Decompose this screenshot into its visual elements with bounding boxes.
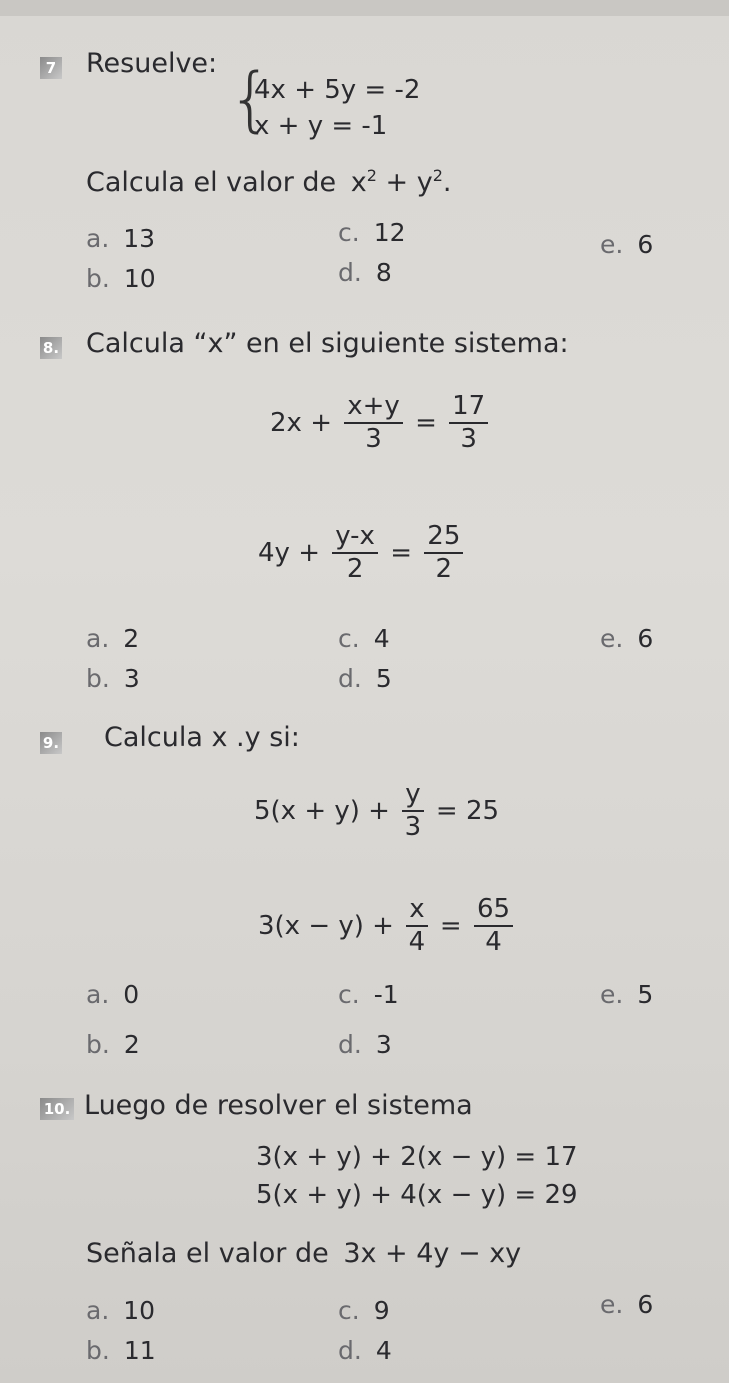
fraction	[474, 895, 513, 958]
system-equation-1: 4x + 5y = -2	[254, 75, 421, 105]
problem-title: Luego de resolver el sistema	[84, 1090, 473, 1121]
option-a[interactable]	[86, 624, 139, 653]
equation-2	[258, 522, 467, 585]
system-equation-1: 3(x + y) + 2(x − y) = 17	[256, 1142, 578, 1172]
problem-number-badge: 10.	[40, 1098, 74, 1120]
option-c[interactable]	[338, 980, 399, 1009]
option-value: 9	[373, 1296, 390, 1325]
option-letter: a.	[86, 980, 110, 1009]
option-d[interactable]	[338, 664, 392, 693]
equation-lead: 5(x + y) +	[254, 796, 390, 827]
option-d[interactable]	[338, 1030, 392, 1059]
option-letter: c.	[338, 624, 360, 653]
fraction	[402, 780, 423, 843]
system-brace: {	[228, 58, 273, 140]
equals-sign: =	[415, 408, 437, 439]
target-expression: 3x + 4y − xy	[343, 1238, 522, 1269]
option-a[interactable]	[86, 980, 139, 1009]
expr-part: + y	[376, 167, 433, 198]
option-value: 5	[637, 980, 654, 1009]
option-letter: d.	[338, 258, 362, 287]
fraction	[344, 392, 403, 455]
option-value: 2	[123, 624, 140, 653]
denominator: 4	[485, 926, 502, 957]
prompt-text: Calcula el valor de	[86, 167, 337, 198]
numerator: 17	[449, 392, 488, 424]
problem-number-badge: 7	[40, 57, 62, 79]
equation-tail: = 25	[435, 796, 500, 827]
equation-lead: 4y +	[258, 538, 320, 569]
option-value: 10	[123, 264, 156, 293]
option-c[interactable]	[338, 1296, 390, 1325]
option-value: 11	[123, 1336, 156, 1365]
option-value: 3	[123, 664, 140, 693]
option-c[interactable]	[338, 218, 406, 247]
equation-lead: 2x +	[270, 408, 332, 439]
numerator: y	[402, 780, 423, 812]
equation-1	[270, 392, 492, 455]
option-e[interactable]	[600, 230, 653, 259]
expr-part: .	[442, 167, 452, 198]
option-e[interactable]	[600, 1290, 653, 1319]
option-value: 13	[123, 224, 156, 253]
option-value: 10	[123, 1296, 156, 1325]
problem-prompt	[86, 166, 452, 198]
equation-2	[258, 895, 517, 958]
option-letter: b.	[86, 1030, 110, 1059]
option-letter: e.	[600, 1290, 624, 1319]
option-value: 0	[123, 980, 140, 1009]
denominator: 2	[346, 553, 364, 584]
option-letter: c.	[338, 218, 360, 247]
option-value: 2	[123, 1030, 140, 1059]
option-letter: e.	[600, 230, 624, 259]
fraction	[406, 895, 427, 958]
option-d[interactable]	[338, 258, 392, 287]
option-a[interactable]	[86, 224, 155, 253]
numerator: y-x	[332, 522, 378, 554]
numerator: x	[406, 895, 427, 927]
prompt-text: Señala el valor de	[86, 1238, 329, 1269]
equals-sign: =	[390, 538, 413, 569]
fraction	[332, 522, 378, 585]
numerator: 25	[424, 522, 463, 554]
denominator: 3	[365, 423, 382, 454]
fraction	[424, 522, 463, 585]
expr-exponent: 2	[432, 166, 443, 185]
option-b[interactable]	[86, 1336, 156, 1365]
denominator: 2	[435, 553, 453, 584]
option-letter: c.	[338, 980, 360, 1009]
option-value: 3	[375, 1030, 392, 1059]
option-letter: b.	[86, 264, 110, 293]
denominator: 3	[460, 423, 477, 454]
option-letter: b.	[86, 664, 110, 693]
problem-title: Resuelve:	[86, 48, 218, 79]
option-e[interactable]	[600, 980, 653, 1009]
cropped-top-edge	[0, 0, 729, 16]
option-value: 4	[373, 624, 390, 653]
system-equation-2: x + y = -1	[254, 111, 388, 141]
target-expression	[351, 167, 452, 198]
expr-part: x	[350, 167, 367, 198]
option-letter: a.	[86, 1296, 110, 1325]
problem-prompt	[86, 1238, 521, 1269]
problem-number-badge: 8.	[40, 337, 62, 359]
denominator: 3	[404, 811, 422, 842]
option-b[interactable]	[86, 1030, 140, 1059]
option-value: -1	[373, 980, 399, 1009]
numerator: x+y	[344, 392, 403, 424]
option-b[interactable]	[86, 664, 140, 693]
option-value: 6	[637, 230, 654, 259]
option-c[interactable]	[338, 624, 390, 653]
option-a[interactable]	[86, 1296, 155, 1325]
option-letter: d.	[338, 1030, 362, 1059]
option-value: 5	[375, 664, 392, 693]
equation-1	[254, 780, 499, 843]
option-value: 12	[373, 218, 406, 247]
problem-number-badge: 9.	[40, 732, 62, 754]
system-equation-2: 5(x + y) + 4(x − y) = 29	[256, 1180, 578, 1210]
option-letter: b.	[86, 1336, 110, 1365]
equals-sign: =	[439, 911, 462, 942]
option-letter: e.	[600, 980, 624, 1009]
numerator: 65	[474, 895, 513, 927]
option-letter: d.	[338, 664, 362, 693]
option-letter: a.	[86, 624, 110, 653]
equation-lead: 3(x − y) +	[258, 911, 394, 942]
option-e[interactable]	[600, 624, 653, 653]
option-value: 8	[375, 258, 392, 287]
denominator: 4	[408, 926, 426, 957]
option-letter: e.	[600, 624, 624, 653]
option-letter: a.	[86, 224, 110, 253]
option-value: 6	[637, 1290, 654, 1319]
option-value: 6	[637, 624, 654, 653]
option-d[interactable]	[338, 1336, 392, 1365]
fraction	[449, 392, 488, 455]
option-b[interactable]	[86, 264, 156, 293]
option-letter: c.	[338, 1296, 360, 1325]
problem-title: Calcula “x” en el siguiente sistema:	[86, 328, 569, 359]
option-value: 4	[375, 1336, 392, 1365]
expr-exponent: 2	[366, 166, 377, 185]
option-letter: d.	[338, 1336, 362, 1365]
problem-title: Calcula x .y si:	[104, 722, 300, 753]
